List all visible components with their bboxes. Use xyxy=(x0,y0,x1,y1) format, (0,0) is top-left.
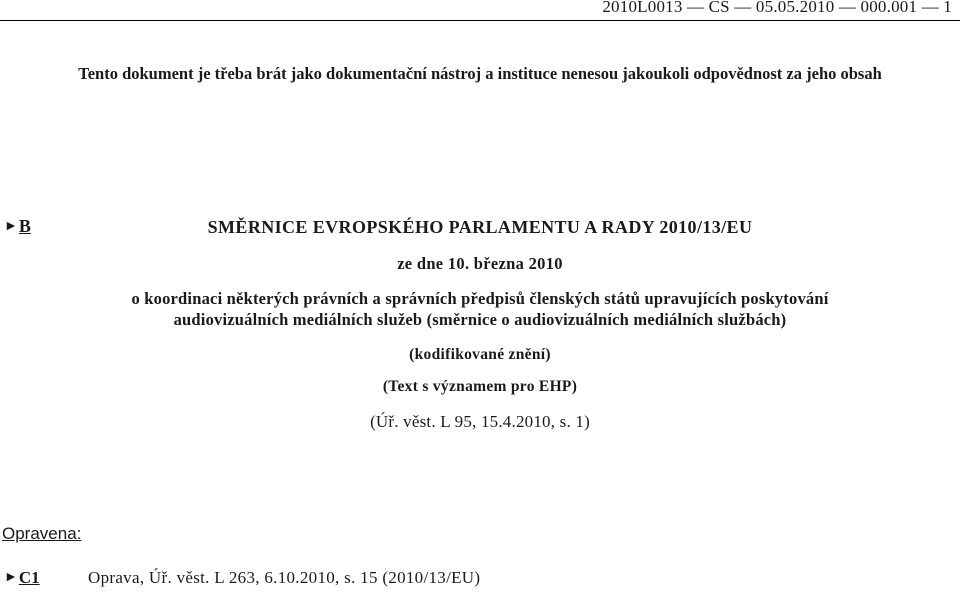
correction-marker-label: C1 xyxy=(18,568,40,587)
directive-subject-line-2: audiovizuálních mediálních služeb (směrnice o audiovizuálních mediálních službách) xyxy=(173,310,787,329)
codified-version-note: (kodifikované znění) xyxy=(409,346,551,363)
directive-subject xyxy=(0,288,960,330)
document-header xyxy=(0,0,960,21)
triangle-right-icon: ► xyxy=(4,570,18,585)
official-journal-reference: (Úř. věst. L 95, 15.4.2010, s. 1) xyxy=(370,412,590,431)
eea-relevance-note: (Text s významem pro EHP) xyxy=(382,378,578,395)
correction-item-c1 xyxy=(4,568,481,588)
directive-date: ze dne 10. března 2010 xyxy=(397,254,563,273)
disclaimer-text: Tento dokument je třeba brát jako dokumentační nástroj a instituce nenesou jakoukoli odpovědnost za jeho obsah xyxy=(78,64,882,83)
triangle-right-icon: ► xyxy=(4,219,18,234)
document-reference: 2010L0013 — CS — 05.05.2010 — 000.001 — 1 xyxy=(602,0,952,16)
amendment-marker-label: B xyxy=(18,216,31,236)
directive-subject-line-1: o koordinaci některých právních a správních předpisů členských států upravujících poskytování xyxy=(131,289,829,308)
directive-title: SMĚRNICE EVROPSKÉHO PARLAMENTU A RADY 2010/13/EU xyxy=(207,217,753,237)
corrections-heading: Opravena: xyxy=(2,524,82,543)
correction-marker xyxy=(4,568,40,587)
correction-text: Oprava, Úř. věst. L 263, 6.10.2010, s. 15 (2010/13/EU) xyxy=(88,568,481,587)
